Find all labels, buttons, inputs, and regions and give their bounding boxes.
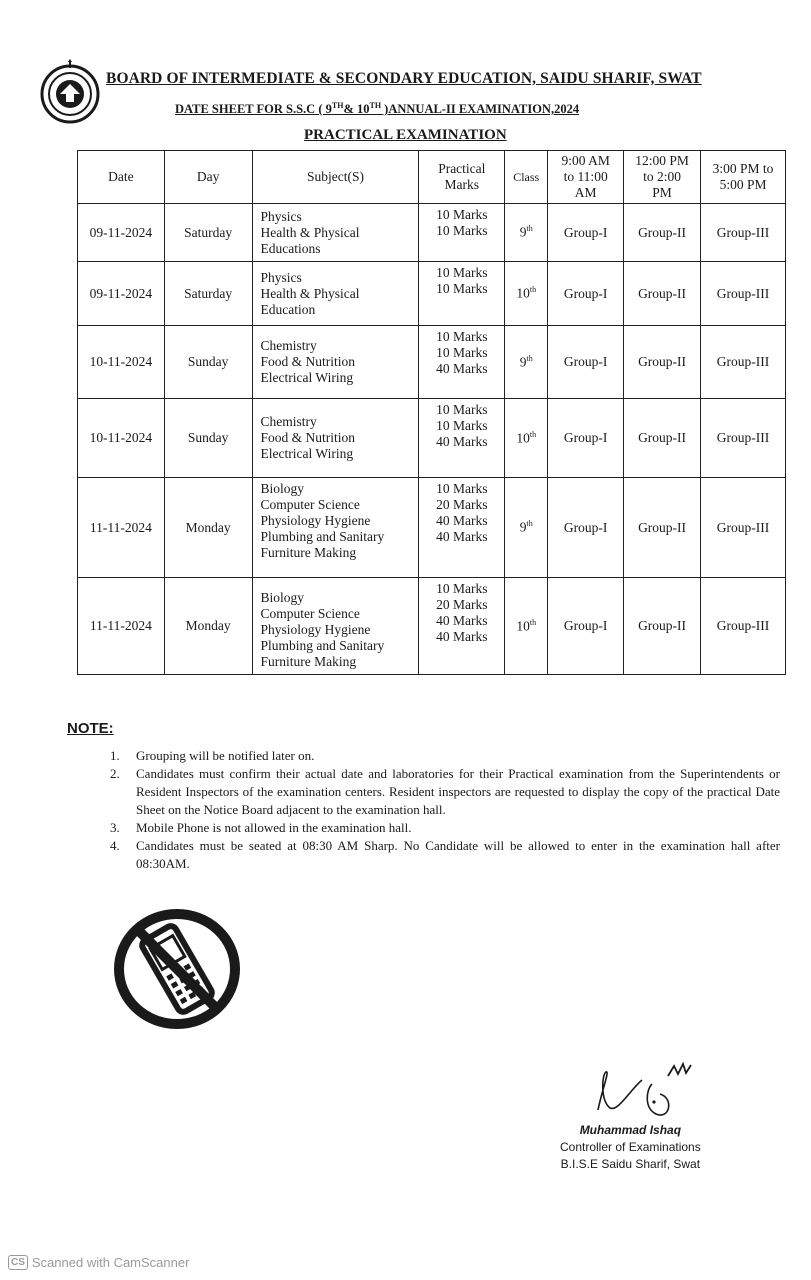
cell-slot-morning: Group-I — [548, 399, 624, 478]
cell-marks: 10 Marks 10 Marks 40 Marks — [419, 399, 505, 478]
cell-slot-noon: Group-II — [624, 399, 701, 478]
header-practical-marks: Practical Marks — [419, 151, 505, 204]
cell-subjects: Chemistry Food & Nutrition Electrical Wiring — [252, 326, 419, 399]
camscanner-logo-icon: CS — [8, 1255, 28, 1270]
cell-subjects: Biology Computer Science Physiology Hygiene Plumbing and Sanitary Furniture Making — [252, 478, 419, 578]
cell-date: 09-11-2024 — [78, 262, 165, 326]
cell-day: Sunday — [164, 326, 252, 399]
table-row — [78, 399, 786, 478]
cell-day: Saturday — [164, 204, 252, 262]
cell-slot-morning: Group-I — [548, 478, 624, 578]
signatory-office: B.I.S.E Saidu Sharif, Swat — [560, 1157, 701, 1171]
signature-icon — [590, 1050, 710, 1130]
date-sheet-table — [77, 150, 786, 675]
table-row — [78, 578, 786, 675]
cell-subjects: Biology Computer Science Physiology Hygiene Plumbing and Sanitary Furniture Making — [252, 578, 419, 675]
cell-slot-afternoon: Group-III — [701, 262, 786, 326]
cell-subjects: Physics Health & Physical Education — [252, 262, 419, 326]
camscanner-watermark — [8, 1255, 189, 1270]
list-item: 3. Mobile Phone is not allowed in the examination hall. — [110, 820, 412, 835]
header-subjects: Subject(S) — [252, 151, 419, 204]
table-row — [78, 326, 786, 399]
cell-day: Monday — [164, 578, 252, 675]
list-item: 2. Candidates must confirm their actual date and laboratories for their Practical examination from the Superintendents or Resident Inspectors of the examination centers. Resident inspectors are requested to display the copy of the practical Date Sheet on the Notice Board adjacent to the examination hall. — [110, 766, 780, 817]
notes-list — [110, 747, 780, 873]
cell-slot-noon: Group-II — [624, 204, 701, 262]
cell-date: 11-11-2024 — [78, 478, 165, 578]
header-day: Day — [164, 151, 252, 204]
cell-subjects: Chemistry Food & Nutrition Electrical Wiring — [252, 399, 419, 478]
cell-slot-afternoon: Group-III — [701, 399, 786, 478]
signatory-name: Muhammad Ishaq — [579, 1123, 682, 1137]
cell-slot-noon: Group-II — [624, 262, 701, 326]
cell-slot-morning: Group-I — [548, 204, 624, 262]
cell-slot-afternoon: Group-III — [701, 478, 786, 578]
note-heading: NOTE: — [67, 720, 114, 737]
cell-slot-noon: Group-II — [624, 326, 701, 399]
cell-class: 10th — [505, 262, 548, 326]
cell-class: 9th — [505, 326, 548, 399]
signatory-block — [560, 1122, 701, 1173]
header-class: Class — [505, 151, 548, 204]
cell-marks: 10 Marks 10 Marks — [419, 204, 505, 262]
table-row — [78, 478, 786, 578]
cell-date: 09-11-2024 — [78, 204, 165, 262]
header-date: Date — [78, 151, 165, 204]
cell-marks: 10 Marks 20 Marks 40 Marks 40 Marks — [419, 478, 505, 578]
cell-slot-afternoon: Group-III — [701, 326, 786, 399]
section-title: PRACTICAL EXAMINATION — [304, 127, 507, 143]
cell-class: 10th — [505, 578, 548, 675]
table-row — [78, 262, 786, 326]
cell-slot-morning: Group-I — [548, 578, 624, 675]
cell-day: Saturday — [164, 262, 252, 326]
cell-marks: 10 Marks 10 Marks 40 Marks — [419, 326, 505, 399]
list-item: 4. Candidates must be seated at 08:30 AM Sharp. No Candidate will be allowed to enter in the examination hall after 08:30AM. — [110, 838, 780, 871]
header-slot-afternoon: 3:00 PM to 5:00 PM — [701, 151, 786, 204]
cell-class: 9th — [505, 478, 548, 578]
cell-class: 10th — [505, 399, 548, 478]
cell-marks: 10 Marks 10 Marks — [419, 262, 505, 326]
signatory-title: Controller of Examinations — [560, 1140, 701, 1154]
cell-marks: 10 Marks 20 Marks 40 Marks 40 Marks — [419, 578, 505, 675]
cell-day: Sunday — [164, 399, 252, 478]
cell-date: 10-11-2024 — [78, 326, 165, 399]
cell-subjects: Physics Health & Physical Educations — [252, 204, 419, 262]
no-mobile-phone-icon — [112, 908, 242, 1030]
board-title: BOARD OF INTERMEDIATE & SECONDARY EDUCATION, SAIDU SHARIF, SWAT — [106, 70, 702, 87]
date-sheet-subtitle: DATE SHEET FOR S.S.C ( 9TH& 10TH )ANNUAL-II EXAMINATION,2024 — [175, 101, 580, 117]
cell-date: 10-11-2024 — [78, 399, 165, 478]
cell-slot-afternoon: Group-III — [701, 578, 786, 675]
header-slot-morning: 9:00 AM to 11:00 AM — [548, 151, 624, 204]
header-slot-noon: 12:00 PM to 2:00 PM — [624, 151, 701, 204]
board-logo — [38, 58, 102, 124]
cell-date: 11-11-2024 — [78, 578, 165, 675]
cell-slot-noon: Group-II — [624, 478, 701, 578]
watermark-text: Scanned with CamScanner — [31, 1255, 190, 1270]
cell-slot-morning: Group-I — [548, 262, 624, 326]
cell-day: Monday — [164, 478, 252, 578]
cell-slot-morning: Group-I — [548, 326, 624, 399]
table-row — [78, 204, 786, 262]
list-item: 1. Grouping will be notified later on. — [110, 748, 315, 763]
table-header-row — [78, 151, 786, 204]
cell-slot-noon: Group-II — [624, 578, 701, 675]
cell-slot-afternoon: Group-III — [701, 204, 786, 262]
cell-class: 9th — [505, 204, 548, 262]
